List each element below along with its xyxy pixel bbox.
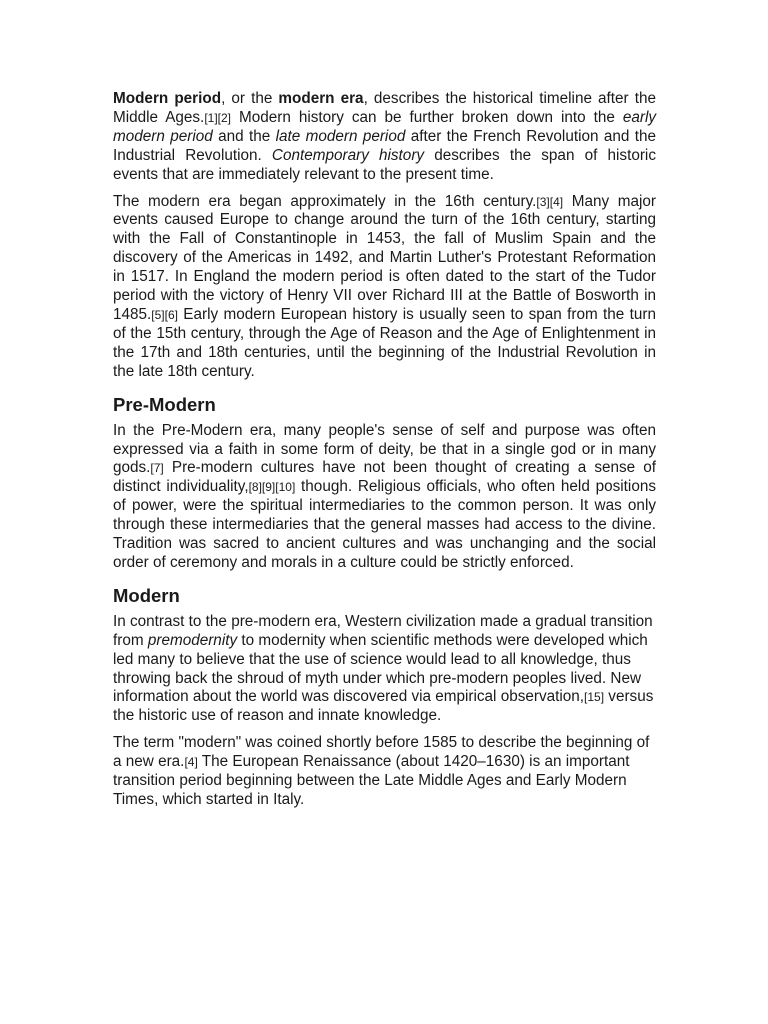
text-run: The European Renaissance (about 1420–1630) is an important transition period beginning between the Late Middle Ages and Early Modern Times, which started in Italy. xyxy=(113,753,630,808)
text-run: and the xyxy=(212,127,276,145)
text-run: , describes the historical timeline after the Middle Ages. xyxy=(113,90,656,126)
citation-ref[interactable]: [1][2] xyxy=(204,110,231,125)
text-run: Many major events caused Europe to change around the turn of the 16th century, starting with the Fall of Constantinople in 1453, the fall of Muslim Spain and the discovery of the Americas in 1492, and Martin Luther's Protestant Reformation in 1517. In England the modern period is often dated to the start of the Tudor period with the victory of Henry VII over Richard III at the Battle of Bosworth in 1485. xyxy=(113,192,656,323)
text-run: though. Religious officials, who often held positions of power, were the spiritual intermediaries to the common person. It was only through these intermediaries that the general masses had access to the divine. Tradition was sacred to ancient cultures and was unchanging and the social order of ceremony and morals in a culture could be strictly enforced. xyxy=(113,478,656,571)
modern-era-paragraph xyxy=(113,193,656,382)
text-run: The modern era began approximately in the 16th century. xyxy=(113,192,537,210)
citation-ref[interactable]: [4] xyxy=(184,755,198,770)
modern-paragraph xyxy=(113,613,656,726)
text-run: after the French Revolution and the Industrial Revolution. xyxy=(113,127,656,164)
heading-modern: Modern xyxy=(113,584,180,606)
citation-ref[interactable]: [3][4] xyxy=(536,194,564,209)
document-page xyxy=(113,90,656,818)
citation-ref[interactable]: [7] xyxy=(150,461,164,476)
term-modern-era: modern era xyxy=(278,90,364,107)
text-run: The term "modern" was coined shortly before 1585 to describe the beginning of a new era. xyxy=(113,734,650,771)
text-run: versus the historic use of reason and innate knowledge. xyxy=(113,688,654,725)
text-run: to modernity when scientific methods were developed which led many to believe that the use of science would lead to all knowledge, thus throwing back the shroud of myth under which pre-modern peoples lived. New information about the world was discovered via empirical observation, xyxy=(113,631,648,706)
intro-paragraph xyxy=(113,90,656,185)
citation-ref[interactable]: [15] xyxy=(584,690,605,705)
text-run: Pre-modern cultures have not been thought of creating a sense of distinct individuality, xyxy=(113,459,656,496)
heading-pre-modern: Pre-Modern xyxy=(113,393,216,415)
citation-ref[interactable]: [8][9][10] xyxy=(248,480,296,495)
text-run: Modern history can be further broken down into the xyxy=(231,108,623,126)
pre-modern-paragraph xyxy=(113,422,656,573)
term-contemporary-history: Contemporary history xyxy=(271,146,425,164)
term-late-modern-period: late modern period xyxy=(275,127,406,145)
text-run: In contrast to the pre-modern era, Western civilization made a gradual transition from xyxy=(113,612,653,649)
term-modern-paragraph xyxy=(113,734,656,810)
term-premodernity: premodernity xyxy=(147,631,238,649)
text-run: describes the span of historic events that are immediately relevant to the present time. xyxy=(113,146,656,183)
term-early-modern-period: early modern period xyxy=(113,108,656,145)
term-modern-period: Modern period xyxy=(113,90,222,107)
citation-ref[interactable]: [5][6] xyxy=(151,307,178,322)
text-run: In the Pre-Modern era, many people's sense of self and purpose was often expressed via a faith in some form of deity, be that in a single god or in many gods. xyxy=(113,421,656,477)
text-run: Early modern European history is usually seen to span from the turn of the 15th century, through the Age of Reason and the Age of Enlightenment in the 17th and 18th centuries, until the beginning of the Industrial Revolution in the late 18th century. xyxy=(113,305,656,380)
text-run: , or the xyxy=(221,90,279,107)
